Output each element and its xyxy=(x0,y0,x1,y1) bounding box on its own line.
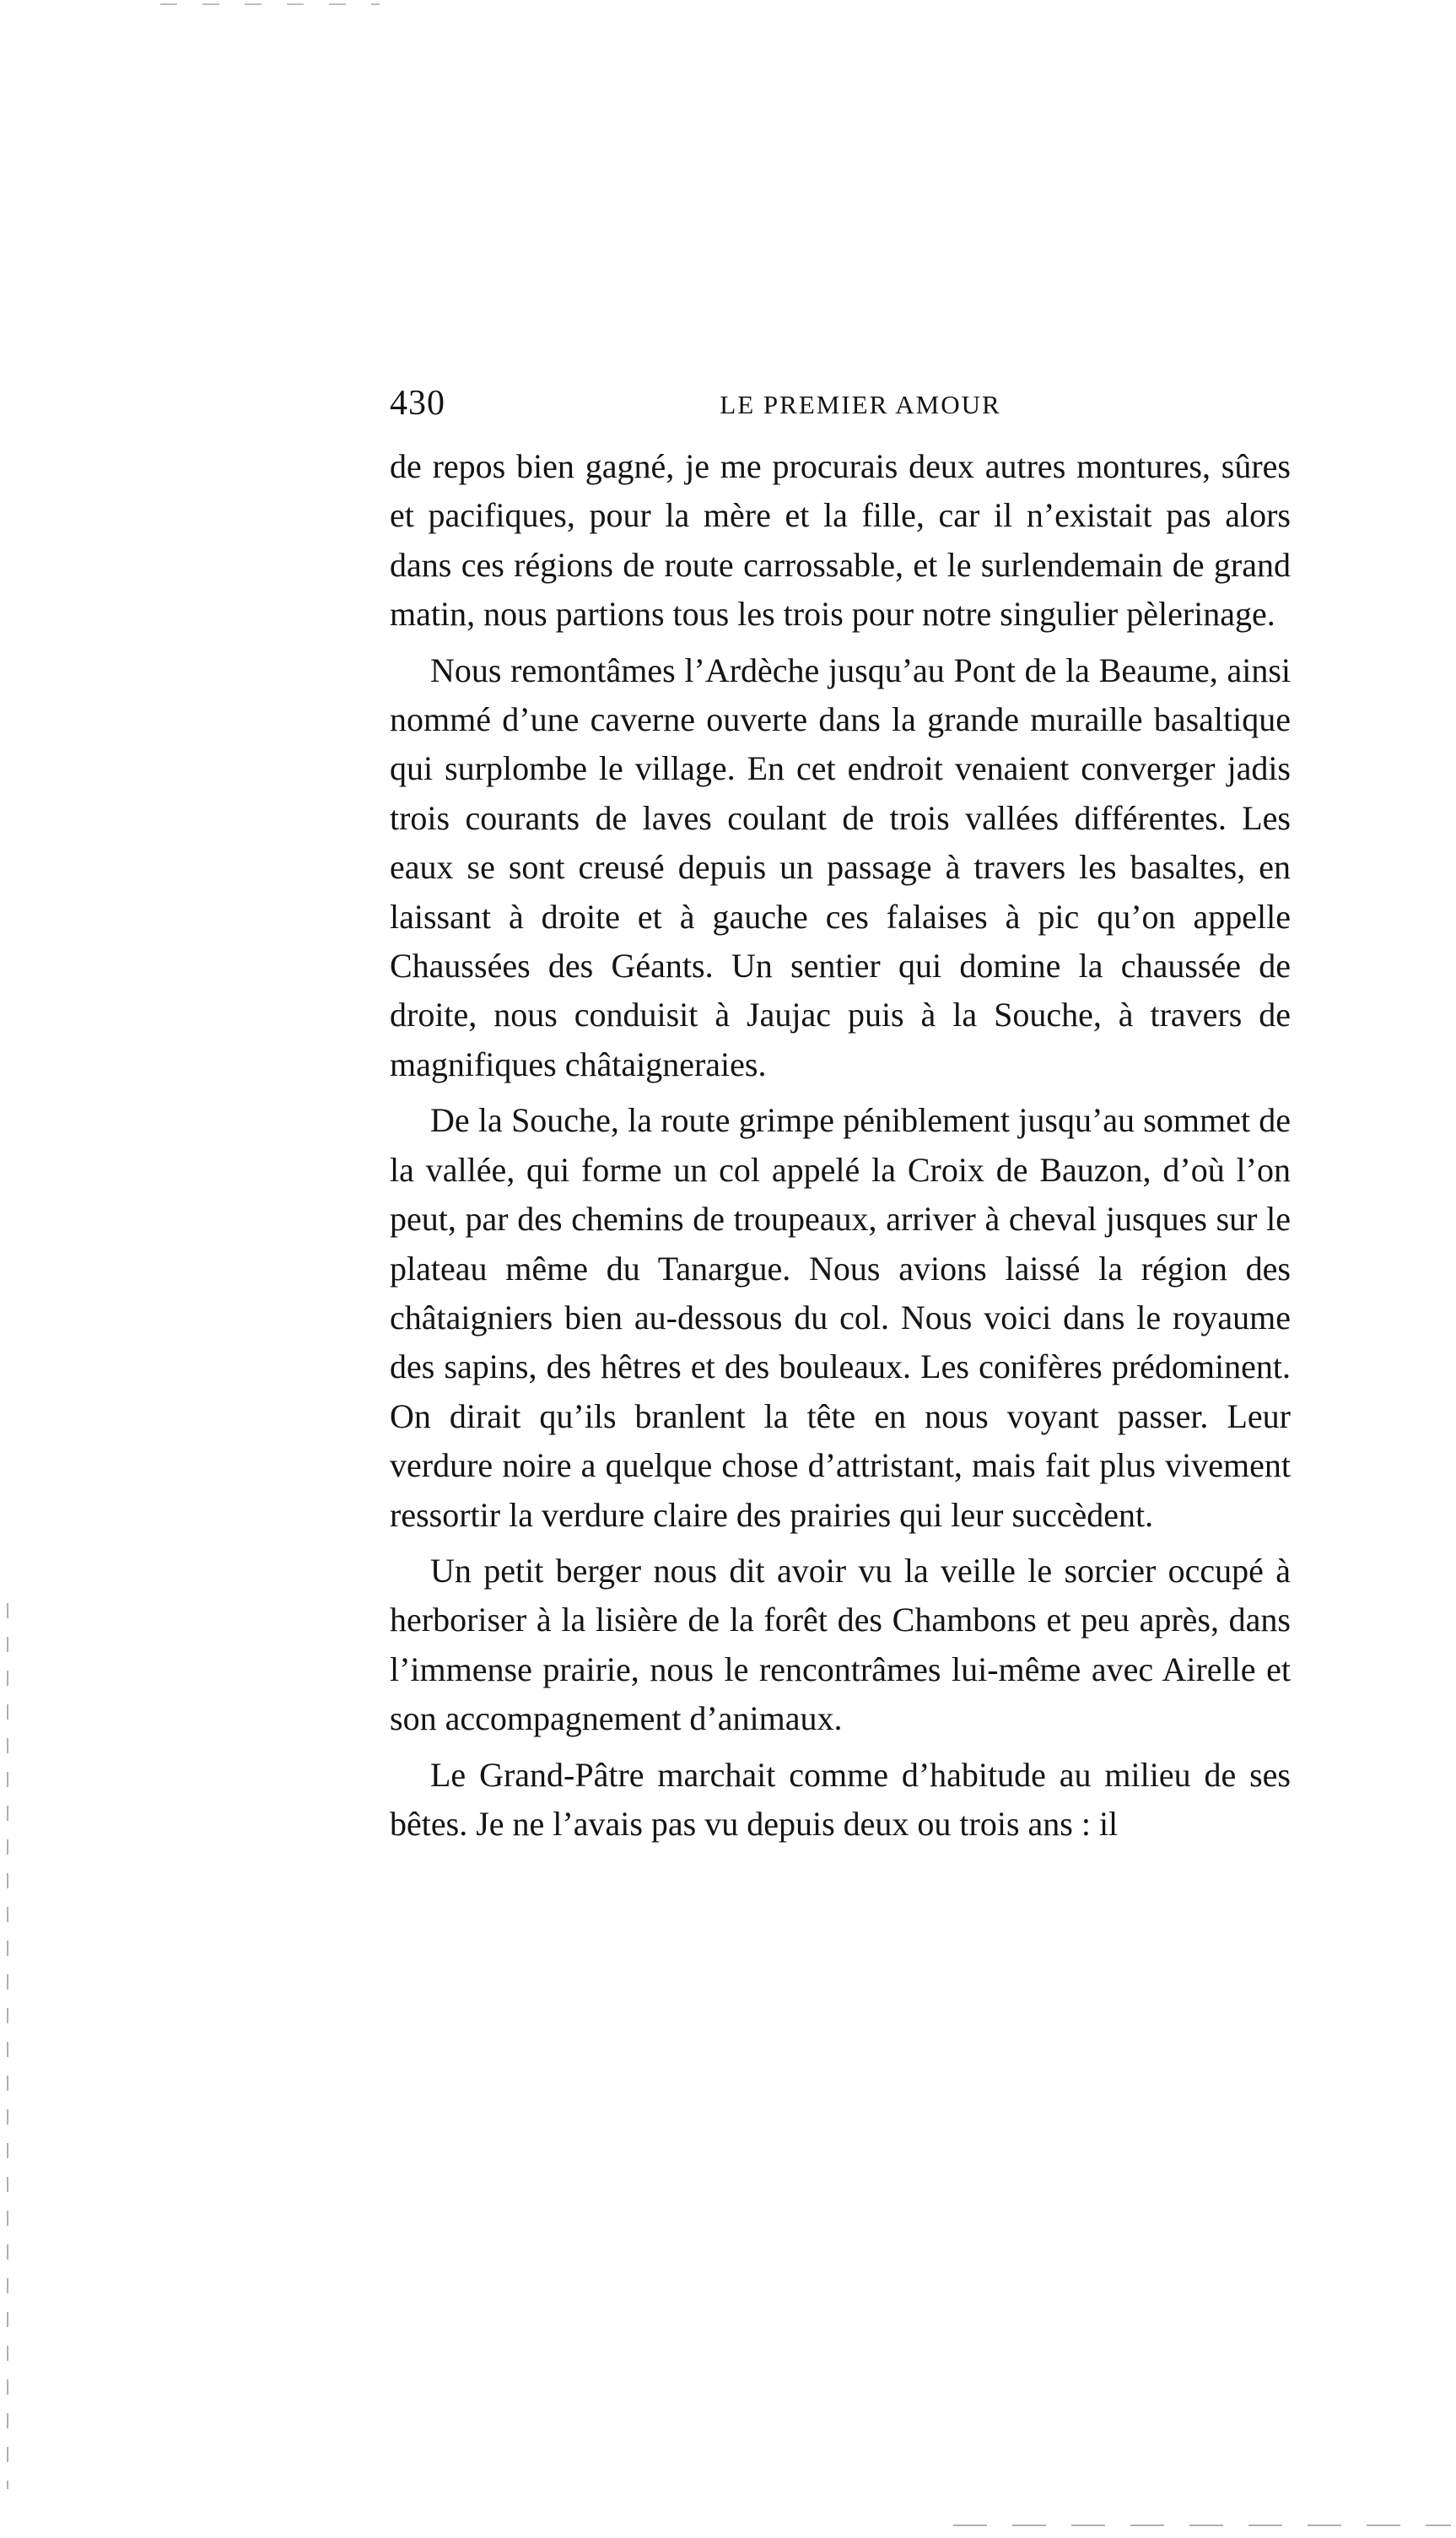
running-head xyxy=(390,378,1297,429)
scan-edge-mark-top xyxy=(160,3,380,5)
paragraph-4: Un petit berger nous dit avoir vu la veille le sorcier occupé à herboriser à la lisière de la forêt des Chambons et peu après, dans l’immense prairie, nous le rencontrâmes lui-même avec Airelle et son accompagnement d’animaux. xyxy=(390,1551,1291,1738)
running-title: LE PREMIER AMOUR xyxy=(720,390,1001,419)
paragraph-2: Nous remontâmes l’Ardèche jusqu’au Pont de la Beaume, ainsi nommé d’une caverne ouverte dans la grande muraille basaltique qui surplombe le village. En cet endroit venaient converger jadis trois courants de laves coulant de trois vallées différentes. Les eaux se sont creusé depuis un passage à travers les basaltes, en laissant à droite et à gauche ces falaises à pic qu’on appelle Chaussées des Géants. Un sentier qui domine la chaussée de droite, nous conduisit à Jaujac puis à la Souche, à travers de magnifiques châtaigneraies. xyxy=(390,651,1291,1083)
body-text xyxy=(390,442,1291,1855)
scan-edge-mark-bottom xyxy=(953,2524,1451,2526)
paragraph-1: de repos bien gagné, je me procurais deux autres montures, sûres et pacifiques, pour la mère et la fille, car il n’existait pas alors dans ces régions de route carrossable, et le surlendemain de grand matin, nous partions tous les trois pour notre singulier pèlerinage. xyxy=(390,447,1291,634)
page-number: 430 xyxy=(390,384,445,423)
paragraph-3: De la Souche, la route grimpe péniblement jusqu’au sommet de la vallée, qui forme un col appelé la Croix de Bauzon, d’où l’on peut, par des chemins de troupeaux, arriver à cheval jusques sur le plateau même du Tanargue. Nous avions laissé la région des châtaigniers bien au-dessous du col. Nous voici dans le royaume des sapins, des hêtres et des bouleaux. Les conifères prédominent. On dirait qu’ils branlent la tête en nous voyant passer. Leur verdure noire a quelque chose d’attristant, mais fait plus vivement ressortir la verdure claire des prairies qui leur succèdent. xyxy=(390,1101,1291,1534)
paragraph-5: Le Grand-Pâtre marchait comme d’habitude au milieu de ses bêtes. Je ne l’avais pas vu depuis deux ou trois ans : il xyxy=(390,1755,1291,1843)
scan-edge-mark-left xyxy=(7,1603,8,2489)
